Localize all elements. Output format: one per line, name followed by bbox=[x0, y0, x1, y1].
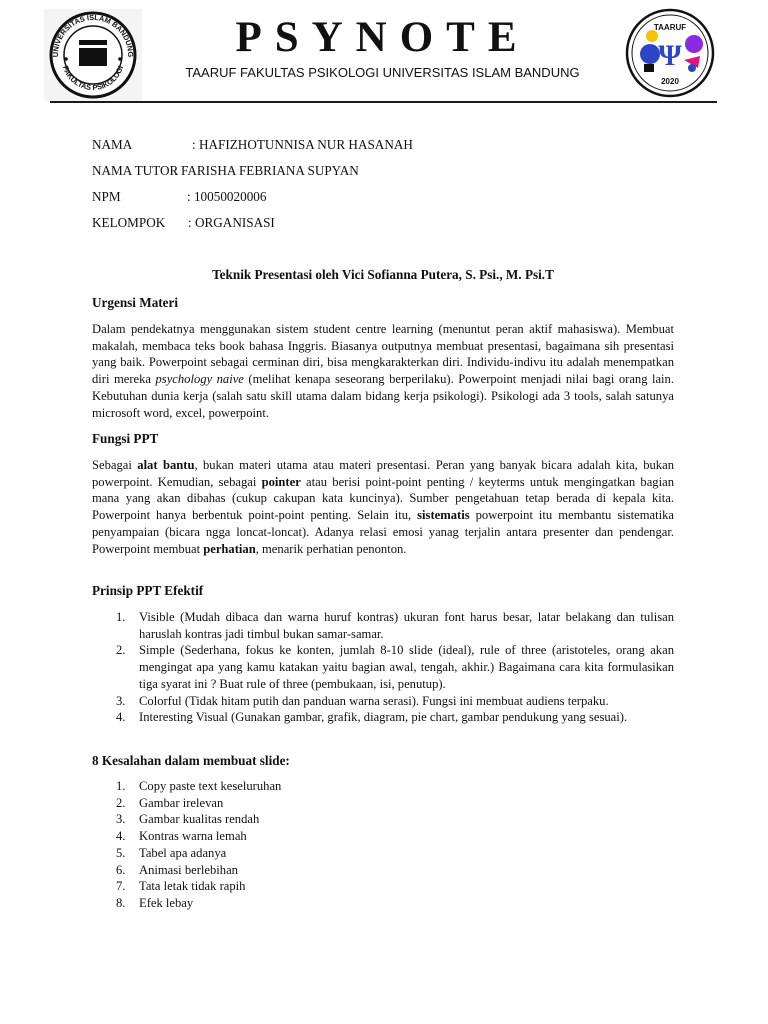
list-text: Copy paste text keseluruhan bbox=[139, 779, 282, 793]
list-number: 3. bbox=[116, 812, 126, 827]
list-number: 8. bbox=[116, 895, 126, 910]
text-span: , menarik perhatian penonton. bbox=[255, 541, 407, 556]
bold-term: alat bantu bbox=[137, 458, 195, 472]
bold-term: sistematis bbox=[417, 508, 470, 523]
text-span: atau berisi point-point penting / keyterms untuk mengingatkan bagian mana yang akan dibahas (cukup cakupan kata kuncinya). Sumber pengetahuan tetap berada di kepala kita. Powerpoint hanya berbentuk point-point penting. Selain itu, bbox=[92, 474, 674, 523]
list-item bbox=[92, 609, 674, 642]
info-label: NAMA bbox=[92, 137, 133, 152]
list-item bbox=[92, 693, 674, 710]
list-number: 6. bbox=[116, 862, 126, 877]
psi-symbol-icon: Ψ bbox=[658, 39, 682, 72]
info-row-kelompok bbox=[92, 215, 275, 231]
list-text: Tata letak tidak rapih bbox=[139, 879, 246, 894]
list-text: Kontras warna lemah bbox=[139, 829, 247, 844]
header-divider bbox=[50, 101, 717, 103]
list-text: Interesting Visual (Gunakan gambar, grafik, diagram, pie chart, gambar pendukung yang sesuai). bbox=[139, 710, 628, 725]
list-text: Simple (Sederhana, fokus ke konten, jumlah 8-10 slide (ideal), rule of three (aristoteles, orang akan mengingat apa yang kamu katakan yaitu bagian awal, tengah, akhir.) Bagaimana cara kita formulasikan tiga syarat ini ? Buat rule of three (pembukaan, isi, penutup). bbox=[139, 643, 674, 691]
list-number: 1. bbox=[116, 610, 126, 624]
text-span: powerpoint itu membantu sistematika penyampaian (bicara ngga loncat-loncat). Adanya relasi emosi yanag terjalin antara presenter dan pendengar. Powerpoint membuat bbox=[92, 508, 674, 556]
list-item bbox=[92, 878, 674, 895]
info-value: : FARISHA FEBRIANA SUPYAN bbox=[174, 163, 359, 178]
paragraph-fungsi bbox=[92, 457, 674, 557]
list-text: Gambar irelevan bbox=[139, 795, 224, 810]
text-span: , bukan materi utama atau materi presentasi. Peran yang banyak bicara adalah kita, bukan powerpoint. Kemudian, sebagai bbox=[92, 458, 674, 489]
info-value: : HAFIZHOTUNNISA NUR HASANAH bbox=[192, 137, 413, 152]
list-item bbox=[92, 795, 674, 812]
brand-subtitle: TAARUF FAKULTAS PSIKOLOGI UNIVERSITAS ISLAM BANDUNG bbox=[185, 65, 580, 80]
list-item bbox=[92, 845, 674, 862]
info-row-npm bbox=[92, 189, 267, 205]
text-span: Dalam pendekatnya menggunakan sistem student centre learning (menuntut peran aktif mahasiswa). Membuat makalah, membaca teks book bahasa Inggris. Biasanya outputnya membuat presentasi, bagaimana sih presentasi yang baik. Powerpoint sebagai cerminan diri, bisa mengkarakterkan diri. Individu-indivu itu adalah menempatkan diri mereka bbox=[92, 322, 674, 387]
list-item bbox=[92, 828, 674, 845]
list-text: Colorful (Tidak hitam putih dan panduan warna serasi). Fungsi ini membuat audiens terpaku. bbox=[139, 693, 609, 708]
list-item bbox=[92, 642, 674, 692]
list-number: 4. bbox=[116, 829, 126, 844]
heading-fungsi: Fungsi PPT bbox=[92, 431, 159, 446]
list-number: 4. bbox=[116, 710, 126, 725]
list-item bbox=[92, 895, 674, 912]
list-number: 5. bbox=[116, 845, 126, 860]
list-text: Tabel apa adanya bbox=[139, 845, 227, 860]
list-text: Efek lebay bbox=[139, 895, 194, 910]
list-number: 2. bbox=[116, 643, 126, 658]
list-number: 3. bbox=[116, 693, 126, 708]
list-text: Gambar kualitas rendah bbox=[139, 812, 260, 827]
info-row-nama bbox=[92, 137, 413, 153]
heading-kesalahan: 8 Kesalahan dalam membuat slide: bbox=[92, 753, 290, 768]
italic-term: psychology naive bbox=[155, 372, 244, 387]
badge-label: TAARUF bbox=[653, 23, 687, 32]
bold-term: pointer bbox=[261, 474, 301, 489]
info-label: NPM bbox=[92, 189, 121, 204]
unisba-seal-icon bbox=[44, 9, 142, 101]
paragraph-urgensi bbox=[92, 321, 674, 421]
heading-urgensi: Urgensi Materi bbox=[92, 295, 179, 310]
heading-prinsip: Prinsip PPT Efektif bbox=[92, 583, 204, 598]
prinsip-list bbox=[92, 609, 674, 726]
list-text: Animasi berlebihan bbox=[139, 862, 238, 877]
taaruf-badge-icon bbox=[622, 8, 718, 98]
logo-text-top: UNIVERSITAS ISLAM BANDUNG bbox=[50, 12, 136, 58]
badge-year: 2020 bbox=[661, 77, 679, 86]
text-span: Sebagai bbox=[92, 458, 138, 472]
info-value: : ORGANISASI bbox=[188, 215, 275, 230]
list-item bbox=[92, 811, 674, 828]
bold-term: perhatian bbox=[203, 541, 256, 556]
info-label: KELOMPOK bbox=[92, 215, 166, 230]
list-item bbox=[92, 709, 674, 726]
text-span: (melihat kenapa seseorang berperilaku). Powerpoint menjadi nilai bagi orang lain. Kebutuhan dunia kerja (salah satu skill utama dalam bidang kerja psikologi). Psikologi ada 3 tools, salah satunya microsoft word, excel, powerpoint. bbox=[92, 372, 675, 420]
list-number: 7. bbox=[116, 879, 126, 894]
brand-title: PSYNOTE bbox=[235, 14, 530, 61]
list-text: Visible (Mudah dibaca dan warna huruf kontras) ukuran font harus besar, latar belakang dan tulisan haruslah kontras jadi timbul bukan samar-samar. bbox=[139, 610, 674, 641]
list-item bbox=[92, 862, 674, 879]
list-number: 2. bbox=[116, 795, 126, 810]
info-label: NAMA TUTOR bbox=[92, 163, 179, 178]
info-value: : 10050020006 bbox=[187, 189, 267, 204]
list-item bbox=[92, 778, 674, 795]
logo-text-bottom: FAKULTAS PSIKOLOGI bbox=[61, 64, 125, 93]
info-row-tutor bbox=[92, 163, 359, 179]
list-number: 1. bbox=[116, 779, 126, 793]
kesalahan-list bbox=[92, 778, 674, 912]
document-title: Teknik Presentasi oleh Vici Sofianna Putera, S. Psi., M. Psi.T bbox=[212, 267, 554, 282]
taaruf-logo bbox=[622, 8, 718, 98]
kaaba-icon bbox=[79, 40, 107, 66]
university-logo bbox=[44, 9, 142, 101]
